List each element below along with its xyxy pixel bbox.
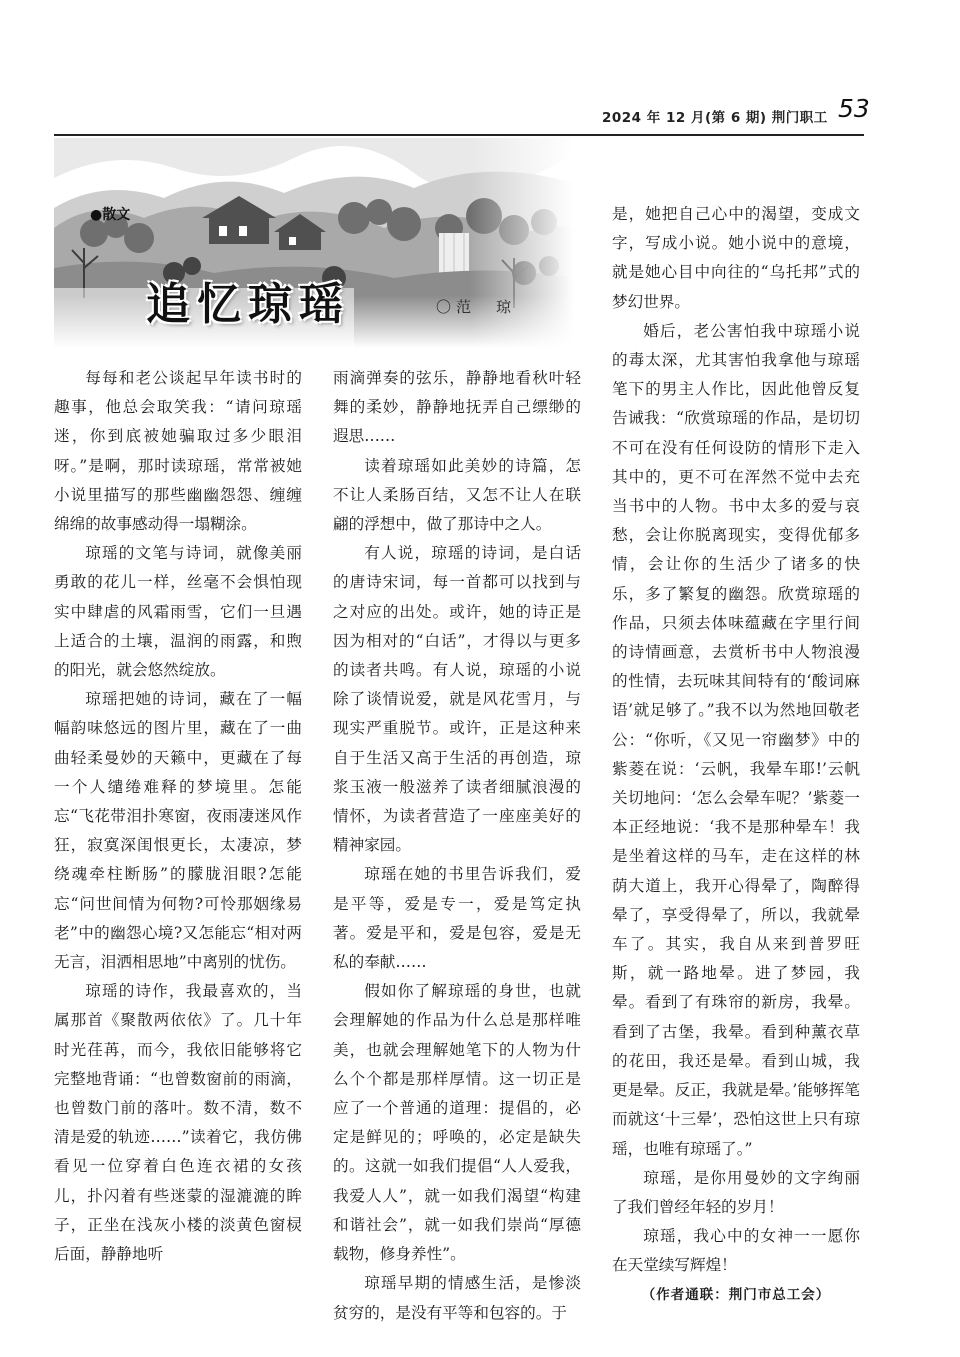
category-label: ●散文 (90, 207, 131, 223)
paragraph: 琼瑶在她的书里告诉我们，爱是平等，爱是专一，爱是笃定执著。爱是平和，爱是包容，爱是无私的奉献…… (333, 865, 581, 972)
paragraph: 琼瑶的文笔与诗词，就像美丽勇敢的花儿一样，丝毫不会惧怕现实中肆虐的风霜雨雪，它们一旦遇上适合的土壤，温润的雨露，和煦的阳光，就会悠然绽放。 (54, 544, 302, 680)
text-column-2 (333, 364, 581, 1328)
paragraph: 琼瑶早期的情感生活，是惨淡贫穷的，是没有平等和包容的。于 (333, 1274, 581, 1322)
paragraph: 婚后，老公害怕我中琼瑶小说的毒太深，尤其害怕我拿他与琼瑶笔下的男主人作比，因此他曾反复告诫我：“欣赏琼瑶的作品，是切切不可在没有任何设防的情形下走入其中的，更不可在浑然不觉中去充当书中的人物。书中太多的爱与哀愁，会让你脱离现实，变得优郁多情，会让你的生活少了诸多的快乐，多了繁复的幽怨。欣赏琼瑶的作品，只须去体味蕴藏在字里行间的诗情画意，去赏析书中人物浪漫的性情，去玩味其间特有的‘酸词麻语’就足够了。”我不以为然地回敬老公：“你听，《又见一帘幽梦》中的紫菱在说：‘云帆，我晕车耶!’云帆关切地问：‘怎么会晕车呢？’紫菱一本正经地说：‘我不是那种晕车！我是坐着这样的马车，走在这样的林荫大道上，我开心得晕了，陶醉得晕了，享受得晕了，所以，我就晕车了。其实，我自从来到普罗旺斯，就一路地晕。进了梦园，我晕。看到了有珠帘的新房，我晕。看到了古堡，我晕。看到种薰衣草的花田，我还是晕。看到山城，我更是晕。反正，我就是晕。’能够挥笔而就这‘十三晕’，恐怕这世上只有琼瑶，也唯有琼瑶了。” (612, 321, 860, 1158)
paragraph: 琼瑶，我心中的女神一一愿你在天堂续写辉煌！ (612, 1227, 860, 1275)
paragraph: 是，她把自己心中的渴望，变成文字，写成小说。她小说中的意境，就是她心目中向往的“乌托邦”式的梦幻世界。 (612, 205, 860, 311)
paragraph: 雨滴弹奏的弦乐，静静地看秋叶轻舞的柔妙，静静地抚弄自己缥缈的遐思…… (333, 369, 581, 446)
page-number: 53 (838, 94, 870, 123)
article-title: 追忆琼瑶 (146, 279, 350, 330)
paragraph: 每每和老公谈起早年读书时的趣事，他总会取笑我：“请问琼瑶迷，你到底被她骗取过多少眼泪呀。”是啊，那时读琼瑶，常常被她小说里描写的那些幽幽怨怨、缠缠绵绵的故事感动得一塌糊涂。 (54, 369, 302, 534)
paragraph: 有人说，琼瑶的诗词，是白话的唐诗宋词，每一首都可以找到与之对应的出处。或许，她的诗正是因为相对的“白话”，才得以与更多的读者共鸣。有人说，琼瑶的小说除了谈情说爱，就是风花雪月，与现实严重脱节。或许，正是这种来自于生活又高于生活的再创造，琼浆玉液一般滋养了读者细腻浪漫的情怀，为读者营造了一座座美好的精神家园。 (333, 544, 581, 855)
paragraph: 读着琼瑶如此美妙的诗篇，怎不让人柔肠百结，又怎不让人在联翩的浮想中，做了那诗中之人。 (333, 456, 581, 534)
paragraph: 琼瑶的诗作，我最喜欢的，当属那首《聚散两依依》了。几十年时光荏苒，而今，我依旧能够将它完整地背诵：“也曾数窗前的雨滴，也曾数门前的落叶。数不清，数不清是爱的轨迹……”读着它，我仿佛看见一位穿着白色连衣裙的女孩儿，扑闪着有些迷蒙的湿漉漉的眸子，正坐在浅灰小楼的淡黄色窗棂后面，静静地听 (54, 982, 302, 1264)
header-rule (54, 134, 864, 136)
page-header (0, 92, 960, 132)
paragraph: 假如你了解琼瑶的身世，也就会理解她的作品为什么总是那样唯美，也就会理解她笔下的人物为什么个个都是那样厚情。这一切正是应了一个普通的道理：提倡的，必定是鲜见的；呼唤的，必定是缺失的。这就一如我们提倡“人人爱我，我爱人人”，就一如我们渴望“构建和谐社会”，就一如我们崇尚“厚德载物，修身养性”。 (333, 982, 581, 1264)
paragraph: 琼瑶，是你用曼妙的文字绚丽了我们曾经年轻的岁月！ (612, 1168, 860, 1216)
author-byline: 〇范 琼 (436, 298, 517, 316)
text-column-3 (612, 200, 860, 1310)
text-column-1 (54, 364, 302, 1269)
author-contact-note: （作者通联：荆门市总工会） (641, 1286, 831, 1303)
paragraph: 琼瑶把她的诗词，藏在了一幅幅韵味悠远的图片里，藏在了一曲曲轻柔曼妙的天籁中，更藏在了每一个人缱绻难释的梦境里。怎能忘“飞花带泪扑寒窗，夜雨凄迷风作狂，寂寞深闺恨更长，太凄凉，梦绕魂牵柱断肠”的朦胧泪眼?怎能忘“问世间情为何物?可怜那姻缘易老”中的幽怨心境?又怎能忘“相对两无言，泪洒相思地”中离别的忧伤。 (54, 690, 302, 972)
issue-info: 2024 年 12 月(第 6 期) 荆门职工 (602, 110, 828, 126)
